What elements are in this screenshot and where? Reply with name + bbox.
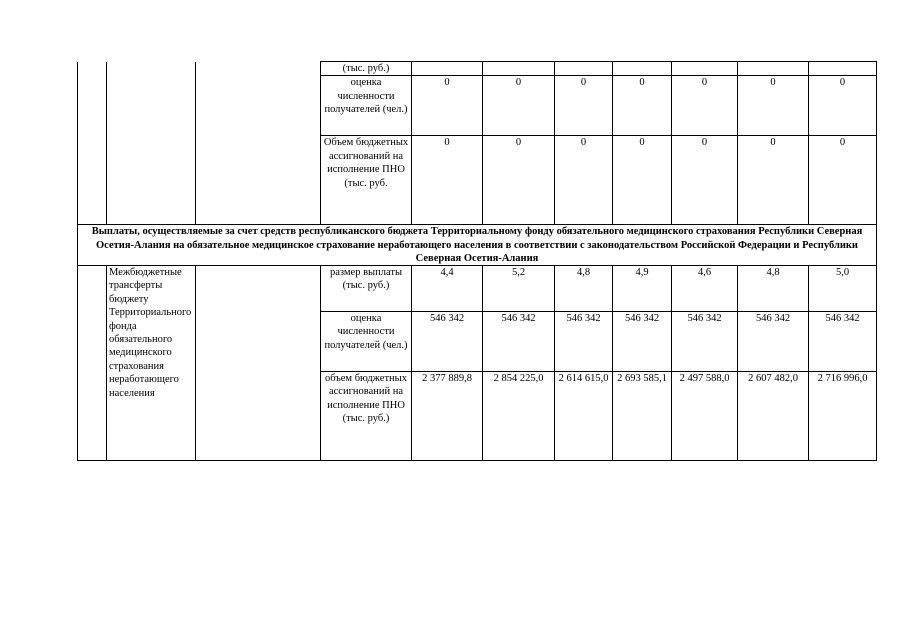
value-cell bbox=[738, 62, 809, 76]
section-header-row bbox=[78, 225, 877, 266]
indicator-cell: оценка численности получателей (чел.) bbox=[321, 312, 412, 372]
value-cell: 0 bbox=[672, 136, 738, 225]
value-cell: 2 716 996,0 bbox=[809, 372, 877, 461]
indicator-cell: оценка численности получателей (чел.) bbox=[321, 76, 412, 136]
value-cell: 2 614 615,0 bbox=[555, 372, 613, 461]
value-cell: 0 bbox=[738, 76, 809, 136]
value-cell: 4,4 bbox=[412, 266, 483, 312]
indicator-cell: Объем бюджетных ассигнований на исполнение ПНО (тыс. руб. bbox=[321, 136, 412, 225]
value-cell: 0 bbox=[809, 76, 877, 136]
value-cell: 546 342 bbox=[555, 312, 613, 372]
value-cell: 546 342 bbox=[613, 312, 672, 372]
value-cell: 0 bbox=[555, 136, 613, 225]
value-cell: 546 342 bbox=[483, 312, 555, 372]
empty-cell bbox=[196, 266, 321, 461]
value-cell: 4,8 bbox=[555, 266, 613, 312]
value-cell: 0 bbox=[672, 76, 738, 136]
value-cell: 546 342 bbox=[412, 312, 483, 372]
data-table bbox=[77, 61, 877, 461]
value-cell: 0 bbox=[412, 136, 483, 225]
value-cell bbox=[412, 62, 483, 76]
table-row bbox=[78, 266, 877, 312]
empty-cell bbox=[107, 62, 196, 225]
section-name: Межбюджетные трансферты бюджету Территориального фонда обязательного медицинского страхования неработающего населения bbox=[107, 266, 196, 461]
table-row bbox=[78, 62, 877, 76]
value-cell: 5,2 bbox=[483, 266, 555, 312]
value-cell: 0 bbox=[613, 136, 672, 225]
value-cell bbox=[809, 62, 877, 76]
value-cell: 0 bbox=[412, 76, 483, 136]
value-cell: 4,8 bbox=[738, 266, 809, 312]
value-cell bbox=[483, 62, 555, 76]
value-cell bbox=[555, 62, 613, 76]
value-cell: 0 bbox=[483, 136, 555, 225]
indicator-cell: объем бюджетных ассигнований на исполнение ПНО (тыс. руб.) bbox=[321, 372, 412, 461]
value-cell: 2 854 225,0 bbox=[483, 372, 555, 461]
value-cell: 2 377 889,8 bbox=[412, 372, 483, 461]
value-cell: 546 342 bbox=[672, 312, 738, 372]
empty-cell bbox=[196, 62, 321, 225]
value-cell: 0 bbox=[738, 136, 809, 225]
value-cell: 4,6 bbox=[672, 266, 738, 312]
value-cell: 546 342 bbox=[809, 312, 877, 372]
section-header: Выплаты, осуществляемые за счет средств республиканского бюджета Территориальному фонду обязательного медицинского страхования Республики Северная Осетия-Алания на обязательное медицинское страхование неработающего населения в соответствии с законодательством Российской Федерации и Республики Северная Осетия-Алания bbox=[78, 225, 877, 266]
value-cell: 0 bbox=[613, 76, 672, 136]
value-cell: 5,0 bbox=[809, 266, 877, 312]
value-cell: 0 bbox=[555, 76, 613, 136]
value-cell: 4,9 bbox=[613, 266, 672, 312]
value-cell: 0 bbox=[483, 76, 555, 136]
value-cell: 2 693 585,1 bbox=[613, 372, 672, 461]
value-cell: 2 607 482,0 bbox=[738, 372, 809, 461]
empty-cell bbox=[78, 62, 107, 225]
indicator-cell: (тыс. руб.) bbox=[321, 62, 412, 76]
value-cell: 546 342 bbox=[738, 312, 809, 372]
value-cell: 2 497 588,0 bbox=[672, 372, 738, 461]
empty-cell bbox=[78, 266, 107, 461]
value-cell bbox=[613, 62, 672, 76]
indicator-cell: размер выплаты (тыс. руб.) bbox=[321, 266, 412, 312]
value-cell: 0 bbox=[809, 136, 877, 225]
value-cell bbox=[672, 62, 738, 76]
